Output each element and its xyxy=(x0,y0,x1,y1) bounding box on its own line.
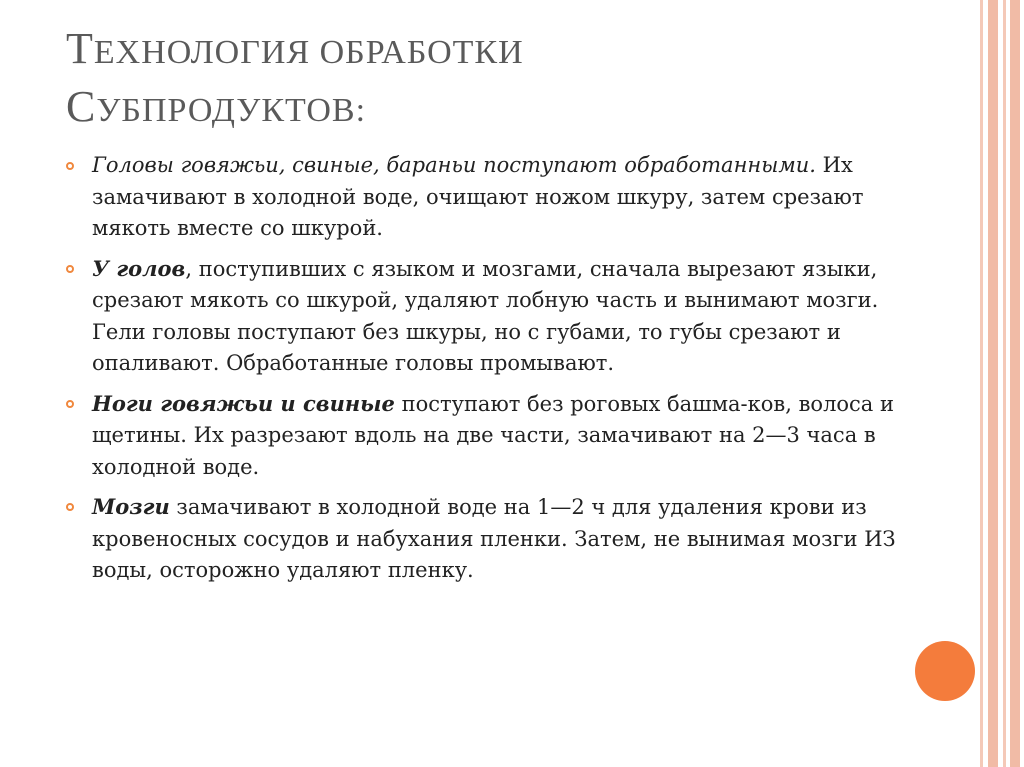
bullet-circle-icon xyxy=(66,400,74,408)
title-line-2 xyxy=(66,82,367,131)
bullet-circle-icon xyxy=(66,162,74,170)
decorative-stripes xyxy=(976,0,1024,767)
bullet-circle-icon xyxy=(66,503,74,511)
slide-title xyxy=(66,22,524,138)
bullet-text-4: замачивают в холодной воде на 1—2 ч для удаления крови из кровеносных сосудов и набухания пленки. Затем, не вынимая мозги ИЗ воды, осторожно удаляют пленку. xyxy=(92,495,896,582)
bullet-text-1: Их замачивают в холодной воде, очищают ножом шкуру, затем срезают мякоть вместе со шкурой. xyxy=(92,153,864,240)
decorative-circle xyxy=(915,641,975,701)
title-cap-1: Т xyxy=(66,24,94,73)
bullet-lead-2: У голов xyxy=(92,255,186,281)
bullet-list xyxy=(66,150,896,595)
title-line-1 xyxy=(66,24,524,73)
bullet-item-3 xyxy=(66,388,896,484)
bullet-item-4 xyxy=(66,491,896,587)
bullet-text-3: поступают без роговых башма-ков, волоса и щетины. Их разрезают вдоль на две части, замачивают на 2—3 часа в холодной воде. xyxy=(92,391,894,479)
bullet-text-2: , поступивших с языком и мозгами, сначала вырезают языки, срезают мякоть со шкурой, удаляют лобную часть и вынимают мозги. Гели головы поступают без шкуры, но с губами, то губы срезают и опаливают. Обработанные головы промывают. xyxy=(92,256,879,375)
bullet-item-2 xyxy=(66,253,896,380)
title-rest-2: УБПРОДУКТОВ: xyxy=(96,92,367,129)
bullet-item-1 xyxy=(66,150,896,245)
bullet-circle-icon xyxy=(66,265,74,273)
bullet-lead-1: Головы говяжьи, свиные, бараньи поступают обработанными. xyxy=(92,153,816,177)
bullet-lead-4: Мозги xyxy=(92,494,170,519)
title-rest-1: ЕХНОЛОГИЯ ОБРАБОТКИ xyxy=(93,34,524,71)
bullet-lead-3: Ноги говяжьи и свиные xyxy=(92,390,395,416)
title-cap-2: С xyxy=(66,82,97,131)
